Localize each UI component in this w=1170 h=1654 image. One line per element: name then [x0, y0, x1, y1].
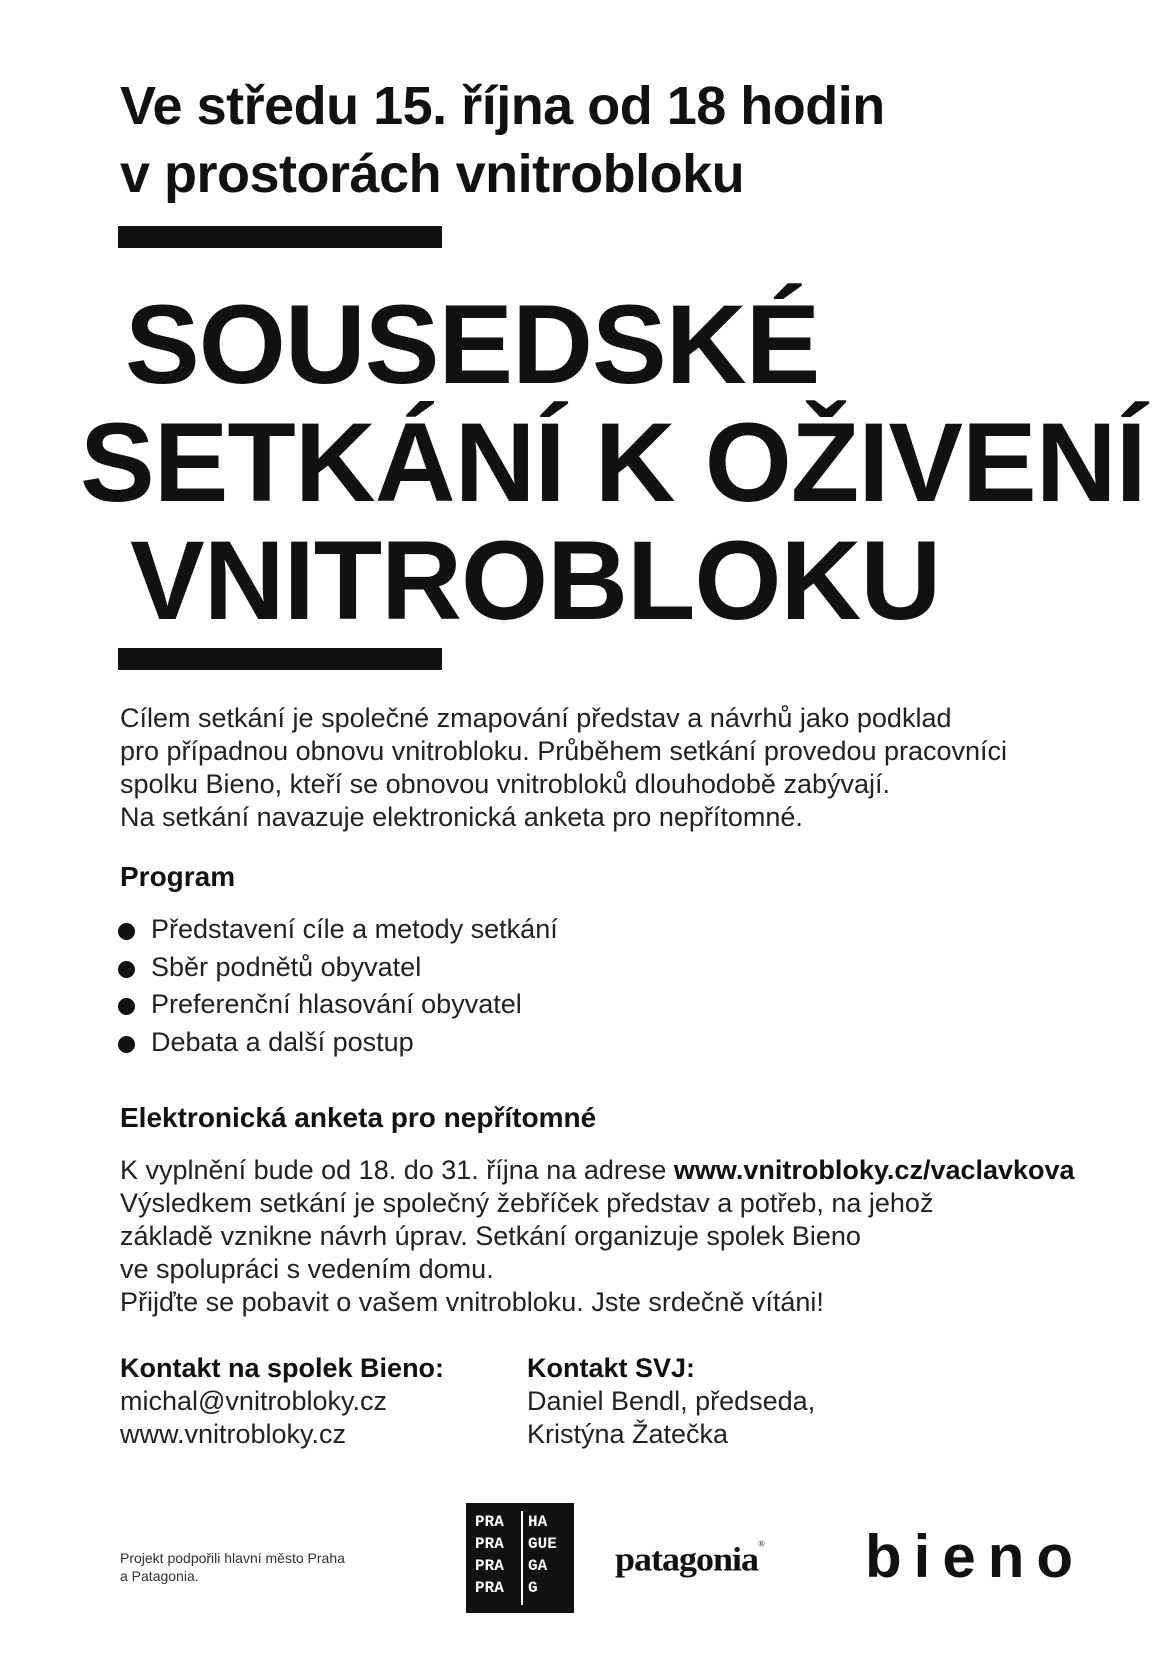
contact-bieno [120, 1352, 444, 1451]
contact-svj-line-2: Kristýna Žatečka [527, 1419, 729, 1449]
survey-line-1 [120, 1154, 1120, 1187]
contact-svj-line-1: Daniel Bendl, předseda, [527, 1386, 816, 1416]
description-line: Cílem setkání je společné zmapování představ a návrhů jako podklad [120, 703, 952, 733]
contact-bieno-email-link[interactable]: michal@vnitrobloky.cz [120, 1386, 387, 1416]
event-title [80, 282, 1146, 643]
bullet-icon [118, 998, 135, 1015]
survey-url-link[interactable]: www.vnitrobloky.cz/vaclavkova [673, 1155, 1075, 1185]
registered-mark: ® [758, 1539, 764, 1549]
praha-logo-text: PRA [475, 1513, 504, 1531]
contact-bieno-web-link[interactable]: www.vnitrobloky.cz [120, 1419, 347, 1449]
survey-paragraph [120, 1154, 1120, 1319]
sponsor-note-line-1: Projekt podpořili hlavní město Praha [120, 1550, 345, 1566]
survey-line: ve spolupráci s vedením domu. [120, 1254, 494, 1284]
praha-logo-text: PRA [475, 1579, 504, 1597]
bullet-icon [118, 923, 135, 940]
program-item-label: Preferenční hlasování obyvatel [151, 989, 522, 1019]
divider-bar-top [118, 226, 442, 248]
praha-logo [466, 1503, 574, 1613]
praha-logo-text: GUE [528, 1535, 557, 1553]
praha-logo-text: PRA [475, 1535, 504, 1553]
survey-line-1-text: K vyplnění bude od 18. do 31. října na adrese [120, 1155, 674, 1185]
patagonia-logo [615, 1539, 764, 1579]
contact-svj [527, 1352, 815, 1451]
praha-logo-text: GA [528, 1557, 548, 1575]
description-line: spolku Bieno, kteří se obnovou vnitrobloků dlouhodobě zabývají. [120, 769, 891, 799]
praha-logo-text: PRA [475, 1557, 504, 1575]
description-paragraph [120, 702, 1120, 834]
program-item-label: Sběr podnětů obyvatel [151, 951, 422, 982]
bieno-logo: bieno [865, 1523, 1085, 1590]
praha-logo-text: HA [528, 1513, 548, 1531]
survey-heading: Elektronická anketa pro nepřítomné [120, 1102, 597, 1133]
bullet-icon [118, 961, 135, 978]
list-item [118, 911, 558, 949]
praha-logo-right-column [528, 1511, 557, 1599]
praha-logo-divider [521, 1511, 523, 1605]
list-item [118, 986, 558, 1024]
patagonia-logo-text: patagonia [615, 1540, 759, 1578]
title-line-1: SOUSEDSKÉ [125, 282, 820, 407]
description-line: Na setkání navazuje elektronická anketa pro nepřítomné. [120, 802, 803, 832]
program-item-label: Představení cíle a metody setkání [151, 914, 558, 944]
contact-svj-heading: Kontakt SVJ: [527, 1353, 696, 1383]
divider-bar-bottom [118, 648, 442, 670]
bullet-icon [118, 1036, 135, 1053]
praha-logo-left-column [475, 1511, 504, 1599]
contact-bieno-heading: Kontakt na spolek Bieno: [120, 1353, 445, 1383]
program-list [118, 911, 558, 1061]
survey-line: základě vznikne návrh úprav. Setkání organizuje spolek Bieno [120, 1221, 861, 1251]
list-item [118, 1024, 558, 1062]
survey-line: Výsledkem setkání je společný žebříček představ a potřeb, na jehož [120, 1188, 934, 1218]
sponsor-note [120, 1549, 345, 1585]
program-heading: Program [120, 861, 236, 892]
title-line-3: VNITROBLOKU [130, 518, 941, 643]
description-line: pro případnou obnovu vnitrobloku. Průběhem setkání provedou pracovníci [120, 736, 1008, 766]
event-date-heading [120, 72, 1120, 208]
intro-line-1: Ve středu 15. října od 18 hodin [120, 76, 885, 136]
intro-line-2: v prostorách vnitrobloku [120, 144, 745, 204]
list-item [118, 949, 558, 987]
survey-line: Přijďte se pobavit o vašem vnitrobloku. Jste srdečně vítáni! [120, 1287, 824, 1317]
program-item-label: Debata a další postup [151, 1026, 414, 1057]
title-line-2: SETKÁNÍ K OŽIVENÍ [80, 400, 1146, 525]
sponsor-note-line-2: a Patagonia. [120, 1568, 199, 1584]
praha-logo-text: G [528, 1579, 538, 1597]
